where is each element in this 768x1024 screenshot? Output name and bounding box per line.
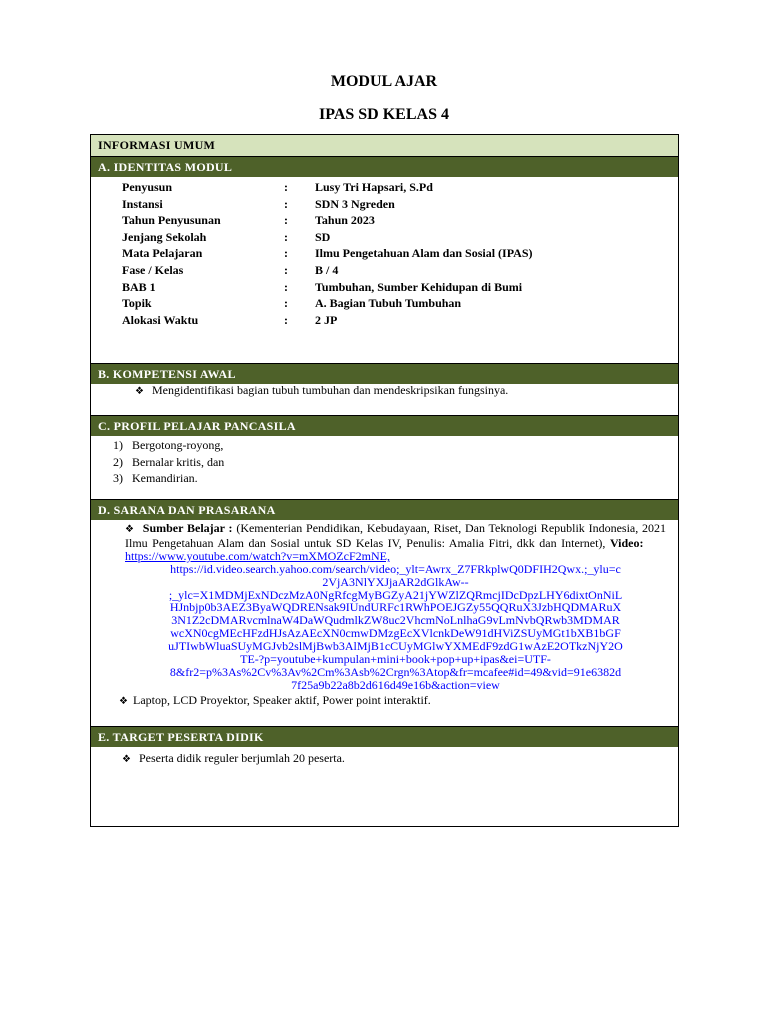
- url-line: 2VjA3NlYXJjaAR2dGlkAw--: [322, 574, 469, 589]
- identitas-row: [122, 245, 675, 262]
- identitas-key: Mata Pelajaran: [122, 246, 203, 261]
- identitas-colon: :: [284, 279, 288, 294]
- identitas-key: Penyusun: [122, 180, 173, 194]
- identitas-row: [122, 279, 675, 296]
- profil-pelajar-header: C. PROFIL PELAJAR PANCASILA: [91, 416, 678, 436]
- module-table: [90, 134, 679, 827]
- identitas-key: Alokasi Waktu: [122, 312, 199, 327]
- bullet-diamond-icon: ❖: [122, 754, 131, 765]
- bullet-diamond-icon: ❖: [119, 695, 128, 707]
- sarana-prasarana-header: D. SARANA DAN PRASARANA: [91, 500, 678, 520]
- sumber-belajar-text: (Kementerian Pendidikan, Kebudayaan, Riset, Dan Teknologi Republik Indonesia, 2021 Ilmu Pengetahuan Alam dan Sosial untuk SD Kelas IV, Penulis: Amalia Fitri, dkk dan Internet),: [125, 521, 667, 550]
- informasi-umum-header: INFORMASI UMUM: [91, 135, 678, 156]
- document-subtitle: IPAS SD KELAS 4: [319, 106, 449, 123]
- identitas-value: Lusy Tri Hapsari, S.Pd: [315, 180, 433, 194]
- tools-item: [119, 694, 666, 709]
- identitas-value: A. Bagian Tubuh Tumbuhan: [315, 296, 462, 311]
- video-label: Video:: [609, 535, 644, 550]
- identitas-row: [122, 179, 675, 196]
- bullet-diamond-icon: ❖: [135, 386, 144, 397]
- identitas-row: [122, 295, 675, 312]
- identitas-key: BAB 1: [122, 279, 156, 294]
- list-item: [113, 454, 224, 471]
- identitas-key: Fase / Kelas: [122, 262, 184, 277]
- target-peserta-header: E. TARGET PESERTA DIDIK: [91, 727, 678, 747]
- identitas-value: SD: [315, 229, 331, 244]
- identitas-colon: :: [284, 196, 288, 211]
- identitas-row: [122, 262, 675, 279]
- url-line: https://id.video.search.yahoo.com/search/video;_ylt=Awrx_Z7FRkplwQ0DFIH2Qwx.;_ylu=c: [170, 561, 621, 576]
- list-text: Kemandirian.: [132, 471, 198, 485]
- kompetensi-item: [135, 383, 508, 399]
- identitas-colon: :: [284, 312, 288, 327]
- identitas-colon: :: [284, 262, 288, 277]
- url-line: TE-?p=youtube+kumpulan+mini+book+pop+up+ipas&ei=UTF-: [240, 652, 551, 667]
- kompetensi-awal-header: B. KOMPETENSI AWAL: [91, 364, 678, 384]
- kompetensi-text: Mengidentifikasi bagian tubuh tumbuhan dan mendeskripsikan fungsinya.: [152, 383, 509, 397]
- profil-list: [113, 437, 224, 487]
- identitas-value: Tumbuhan, Sumber Kehidupan di Bumi: [315, 279, 523, 294]
- video-link[interactable]: https://www.youtube.com/watch?v=mXMOZcF2mNE,: [125, 548, 390, 563]
- sumber-belajar-label: Sumber Belajar :: [142, 521, 233, 535]
- identitas-key: Tahun Penyusunan: [122, 213, 221, 228]
- identitas-value: B / 4: [315, 262, 339, 277]
- list-item: [113, 437, 224, 454]
- identitas-colon: :: [284, 296, 288, 311]
- identitas-row: [122, 212, 675, 229]
- identitas-value: 2 JP: [315, 312, 338, 327]
- target-text: Peserta didik reguler berjumlah 20 peserta.: [139, 751, 345, 765]
- list-text: Bernalar kritis, dan: [132, 454, 225, 469]
- identitas-row: [122, 196, 675, 213]
- list-number: 3): [113, 471, 123, 485]
- identitas-modul-header: A. IDENTITAS MODUL: [91, 157, 678, 177]
- url-line: 7f25a9b22a8b2d616d49e16b&action=view: [291, 677, 500, 692]
- yahoo-video-link[interactable]: [125, 563, 666, 692]
- list-number: 2): [113, 454, 123, 469]
- list-number: 1): [113, 438, 123, 452]
- url-line: uJTIwbWluaSUyMGJvb2slMjBwb3AlMjB1cCUyMGlwYXMEdF9zdG1wAzE2OTkzNjY2O: [168, 639, 623, 654]
- identitas-colon: :: [284, 213, 288, 228]
- identitas-colon: :: [284, 246, 288, 261]
- identitas-row: [122, 229, 675, 246]
- sarana-content: [119, 521, 667, 709]
- identitas-key: Instansi: [122, 196, 163, 211]
- target-item: [122, 751, 345, 767]
- bullet-diamond-icon: ❖: [125, 524, 134, 535]
- list-text: Bergotong-royong,: [132, 438, 224, 452]
- tools-text: Laptop, LCD Proyektor, Speaker aktif, Power point interaktif.: [133, 692, 431, 707]
- url-line: 8&fr2=p%3As%2Cv%3Av%2Cm%3Asb%2Crgn%3Atop&fr=mcafee#id=49&vid=91e6382d: [169, 664, 622, 679]
- identitas-value: SDN 3 Ngreden: [315, 196, 395, 211]
- identitas-value: Ilmu Pengetahuan Alam dan Sosial (IPAS): [315, 246, 533, 261]
- identitas-key: Jenjang Sekolah: [122, 229, 207, 244]
- identitas-colon: :: [284, 180, 288, 194]
- url-line: wcXN0cgMEcHFzdHJsAzAEcXN0cmwDMzgEcXVlcnkDeW91dHViZSUyMGt1bXB1bGF: [170, 626, 621, 641]
- identitas-list: [122, 179, 675, 328]
- url-line: 3N1Z2cDMARvcmlnaW4DaWQudmlkZW8uc2VhcmNoLnlhaG9vLmNvbQRwb3MDMAR: [171, 613, 620, 628]
- url-line: HJnbjp0b3AEZ3ByaWQDRENsak9IUndURFc1RWhPOEJGZy55QQRuX3JzbHQDMARuX: [169, 600, 622, 615]
- identitas-value: Tahun 2023: [315, 213, 375, 228]
- list-item: [113, 470, 224, 487]
- document-title: MODUL AJAR: [330, 73, 438, 90]
- url-line: ;_ylc=X1MDMjExNDczMzA0NgRfcgMyBGZyA21jYWZlZQRmcjIDcDpzLHY6dixtOnNiL: [168, 587, 623, 602]
- identitas-colon: :: [284, 229, 288, 244]
- sumber-belajar-paragraph: [125, 522, 666, 563]
- identitas-key: Topik: [122, 296, 152, 311]
- identitas-row: [122, 312, 675, 329]
